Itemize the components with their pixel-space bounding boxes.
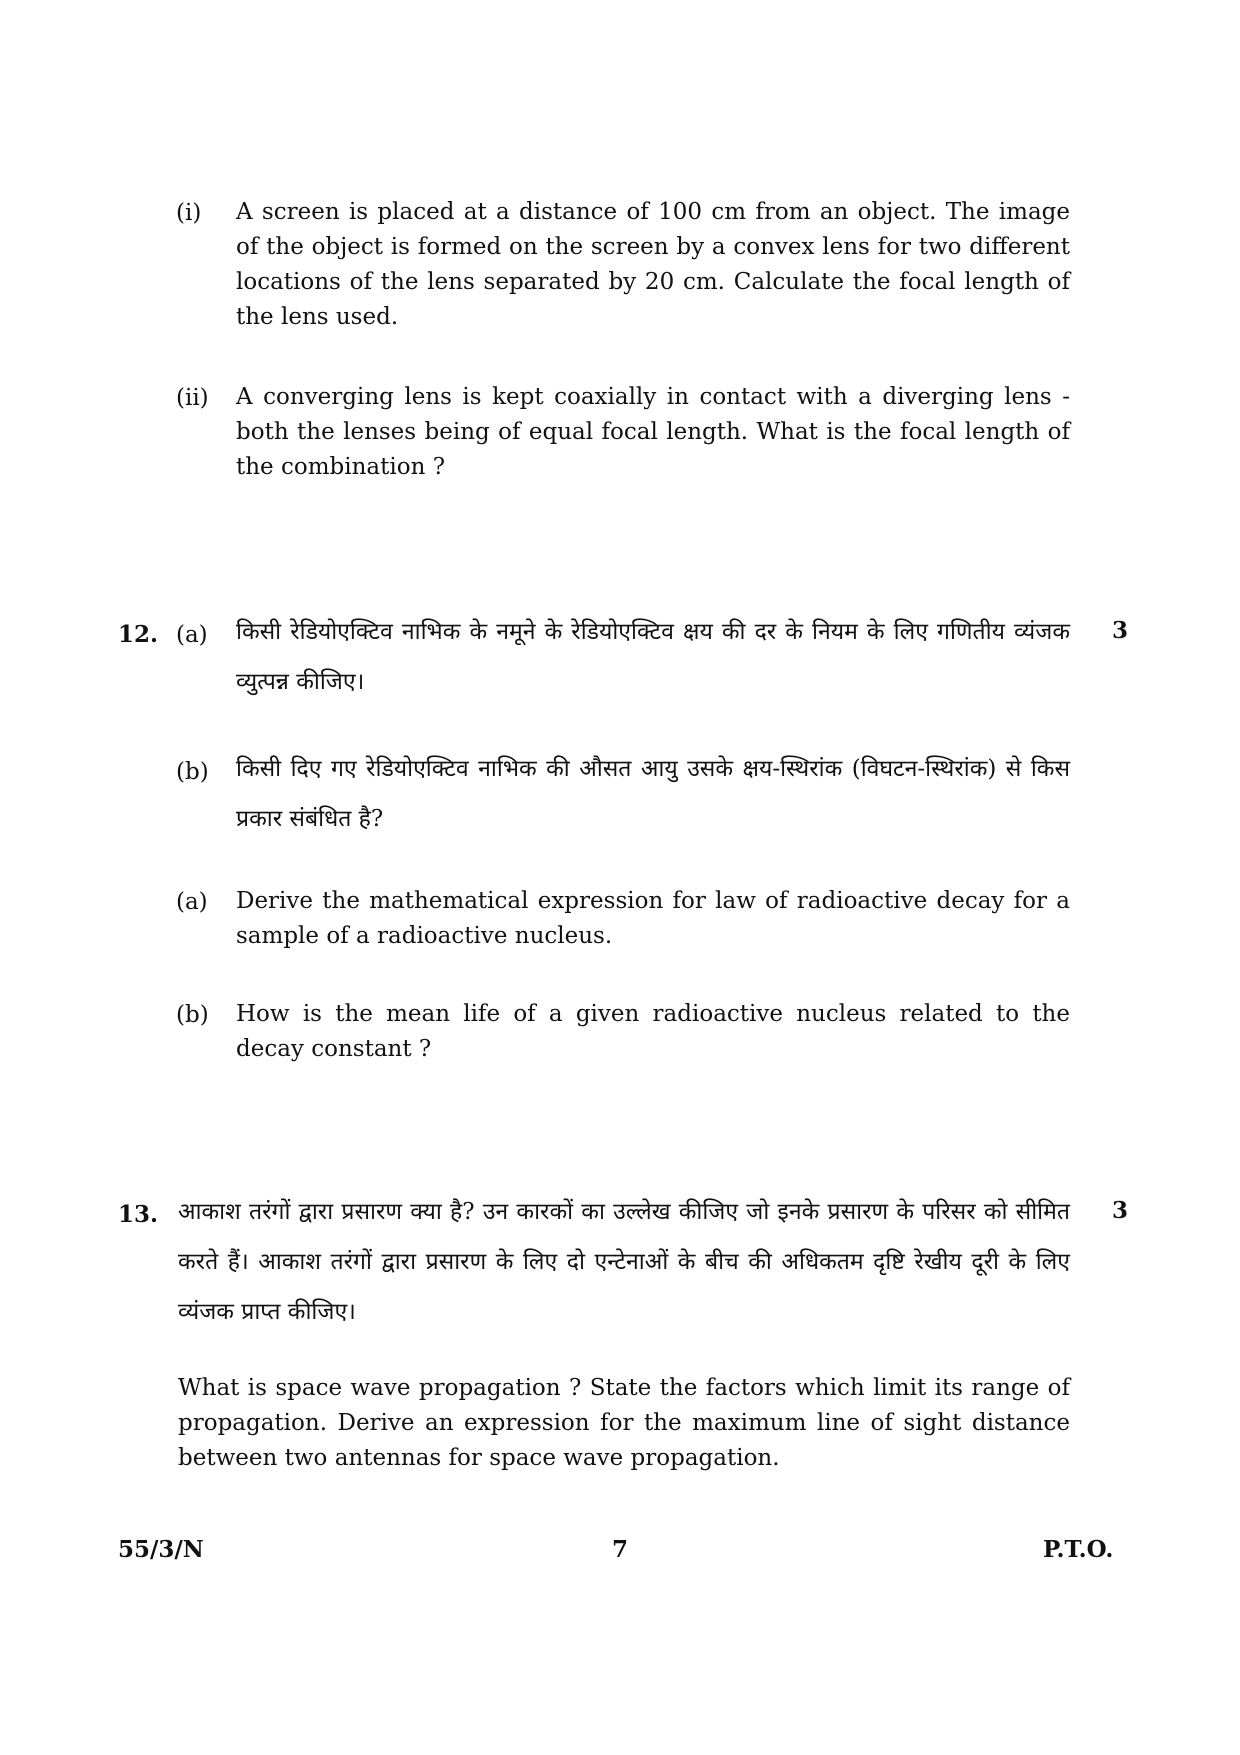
q12-marks: 3	[1112, 617, 1129, 644]
paper-code: 55/3/N	[118, 1536, 204, 1563]
pto-label: P.T.O.	[1043, 1536, 1114, 1563]
q12-hindi-a-label: (a)	[176, 622, 208, 648]
q13-number: 13.	[118, 1201, 159, 1228]
q13-english-text: What is space wave propagation ? State the factors which limit its range of propagation. Derive an expression for the maximum line of sight distance between two antennas for space wave propagation.	[178, 1375, 1070, 1471]
q12-hindi-a-text: किसी रेडियोएक्टिव नाभिक के नमूने के रेडियोएक्टिव क्षय की दर के नियम के लिए गणितीय व्यंजक व्युत्पन्न कीजिए।	[236, 619, 1070, 695]
q12-hindi-b-label: (b)	[176, 759, 209, 785]
q13-hindi-text: आकाश तरंगों द्वारा प्रसारण क्या है? उन कारकों का उल्लेख कीजिए जो इनके प्रसारण के परिसर को सीमित करते हैं। आकाश तरंगों द्वारा प्रसारण के लिए दो एन्टेनाओं के बीच की अधिकतम दृष्टि रेखीय दूरी के लिए व्यंजक प्राप्त कीजिए।	[178, 1199, 1070, 1325]
q13-marks: 3	[1112, 1197, 1129, 1224]
q12-hindi-b-text: किसी दिए गए रेडियोएक्टिव नाभिक की औसत आयु उसके क्षय-स्थिरांक (विघटन-स्थिरांक) से किस प्रकार संबंधित है?	[236, 756, 1070, 832]
q11-part-ii-text: A converging lens is kept coaxially in contact with a diverging lens - both the lenses being of equal focal length. What is the focal length of the combination ?	[236, 384, 1070, 480]
q12-english-b-text: How is the mean life of a given radioactive nucleus related to the decay constant ?	[236, 1001, 1070, 1062]
q11-part-ii-label: (ii)	[176, 385, 209, 411]
page-number: 7	[612, 1536, 629, 1563]
q12-english-a-label: (a)	[176, 889, 208, 915]
q12-english-a-text: Derive the mathematical expression for law of radioactive decay for a sample of a radioactive nucleus.	[236, 888, 1070, 949]
q11-part-i-label: (i)	[176, 200, 202, 226]
q12-number: 12.	[118, 621, 159, 648]
q12-english-b-label: (b)	[176, 1002, 209, 1028]
q11-part-i-text: A screen is placed at a distance of 100 cm from an object. The image of the object is formed on the screen by a convex lens for two different locations of the lens separated by 20 cm. Calculate the focal length of the lens used.	[236, 199, 1070, 330]
